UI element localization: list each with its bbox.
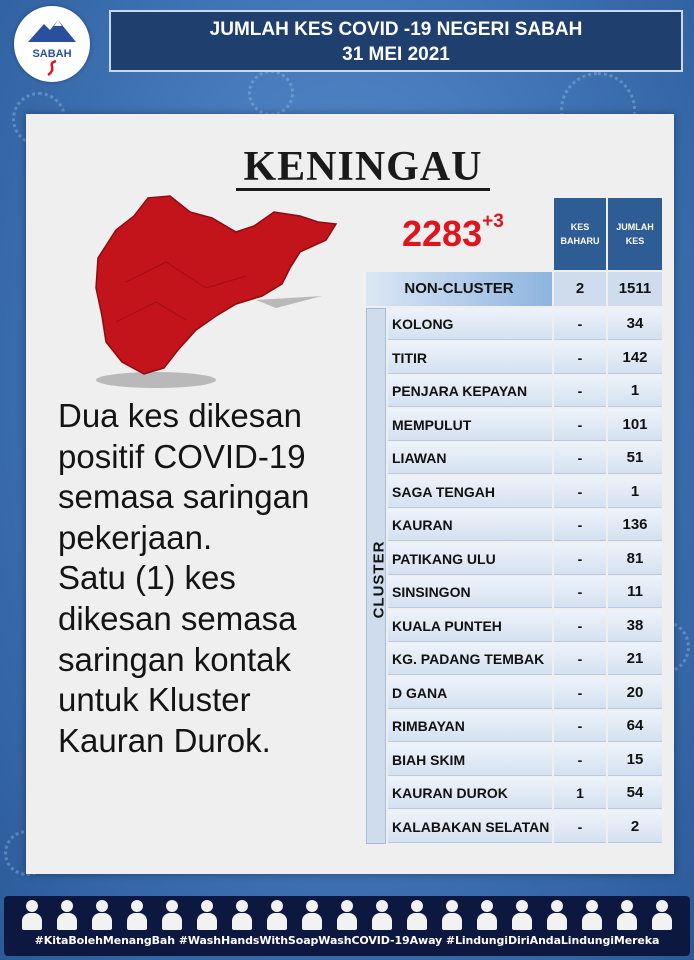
column-header-total-line1: JUMLAH (616, 222, 654, 232)
cluster-total: 51 (608, 442, 662, 474)
header-title: JUMLAH KES COVID -19 NEGERI SABAH (209, 19, 583, 40)
cluster-name: PATIKANG ULU (388, 543, 552, 575)
cluster-total: 21 (608, 643, 662, 675)
table-row (388, 342, 662, 374)
cluster-total: 15 (608, 744, 662, 776)
mountain-icon (28, 20, 76, 42)
person-icon (267, 900, 287, 930)
column-header-new-line1: KES (570, 222, 590, 232)
district-title: KENINGAU (236, 146, 490, 191)
cluster-new: - (554, 610, 606, 642)
cluster-new: - (554, 643, 606, 675)
person-icon (582, 900, 602, 930)
non-cluster-new: 2 (554, 272, 606, 306)
person-icon (22, 900, 42, 930)
column-header-total (608, 198, 662, 270)
description-line: pekerjaan. (58, 518, 213, 556)
cluster-name: SAGA TENGAH (388, 476, 552, 508)
cluster-name: KAURAN (388, 509, 552, 541)
cluster-new: - (554, 476, 606, 508)
table-row (388, 308, 662, 340)
total-cases-value: 2283 (402, 213, 483, 254)
description-line: positif COVID-19 (58, 437, 306, 475)
cluster-total: 1 (608, 476, 662, 508)
table-row (388, 543, 662, 575)
cluster-name: SINSINGON (388, 576, 552, 608)
cluster-name: KUALA PUNTEH (388, 610, 552, 642)
person-icon (92, 900, 112, 930)
non-cluster-total: 1511 (608, 272, 662, 306)
cluster-new: - (554, 509, 606, 541)
description-line: untuk Kluster (58, 681, 251, 719)
description-line: Kauran Durok. (58, 721, 271, 759)
description-line: Dua kes dikesan (58, 397, 302, 434)
hashtags-text: #KitaBolehMenangBah #WashHandsWithSoapWashCOVID-19Away #LindungiDiriAndaLindungiMereka (34, 934, 660, 947)
column-header-total-line2: KES (625, 236, 645, 246)
cluster-new: - (554, 375, 606, 407)
table-row (388, 409, 662, 441)
person-icon (162, 900, 182, 930)
table-row (388, 375, 662, 407)
district-map (86, 192, 348, 394)
table-row (388, 811, 662, 843)
footer-banner (4, 896, 690, 956)
cluster-total: 34 (608, 308, 662, 340)
page-header (109, 10, 683, 72)
cluster-total: 1 (608, 375, 662, 407)
person-icon (337, 900, 357, 930)
cluster-name: RIMBAYAN (388, 710, 552, 742)
frontliner-icons (22, 900, 672, 932)
description-line: saringan kontak (58, 640, 291, 678)
description-line: Satu (1) kes (58, 559, 236, 597)
cluster-name: KALABAKAN SELATAN (388, 811, 552, 843)
description-text (58, 396, 358, 761)
column-header-new-line2: BAHARU (560, 236, 600, 246)
table-row (388, 476, 662, 508)
cluster-new: - (554, 744, 606, 776)
cluster-total: 142 (608, 342, 662, 374)
new-cases-value: +3 (482, 211, 504, 232)
description-line: dikesan semasa (58, 599, 297, 637)
person-icon (652, 900, 672, 930)
cluster-name: KOLONG (388, 308, 552, 340)
cluster-total: 11 (608, 576, 662, 608)
cluster-new: - (554, 811, 606, 843)
sabah-logo-icon (14, 6, 90, 82)
cluster-name: TITIR (388, 342, 552, 374)
table-row (388, 442, 662, 474)
person-icon (372, 900, 392, 930)
cluster-new: - (554, 442, 606, 474)
table-row (388, 744, 662, 776)
person-icon (512, 900, 532, 930)
cluster-new: - (554, 576, 606, 608)
total-cases (402, 212, 504, 256)
virus-decoration-icon (248, 70, 294, 116)
person-icon (232, 900, 252, 930)
person-icon (197, 900, 217, 930)
swoosh-icon (44, 60, 60, 76)
cluster-total: 136 (608, 509, 662, 541)
cluster-name: D GANA (388, 677, 552, 709)
cluster-total: 64 (608, 710, 662, 742)
table-row (388, 777, 662, 809)
cluster-new: - (554, 409, 606, 441)
cluster-total: 38 (608, 610, 662, 642)
non-cluster-row (366, 272, 662, 306)
person-icon (127, 900, 147, 930)
description-line: semasa saringan (58, 478, 310, 516)
table-row (388, 610, 662, 642)
table-row (388, 643, 662, 675)
cluster-name: BIAH SKIM (388, 744, 552, 776)
cluster-name: MEMPULUT (388, 409, 552, 441)
person-icon (617, 900, 637, 930)
cluster-total: 54 (608, 777, 662, 809)
table-row (388, 710, 662, 742)
logo-text: SABAH (32, 48, 72, 60)
cluster-name: KG. PADANG TEMBAK (388, 643, 552, 675)
cluster-new: - (554, 308, 606, 340)
cluster-total: 20 (608, 677, 662, 709)
cluster-new: - (554, 710, 606, 742)
cluster-group (366, 308, 386, 844)
cluster-total: 81 (608, 543, 662, 575)
header-date: 31 MEI 2021 (342, 44, 450, 65)
person-icon (442, 900, 462, 930)
column-header-new (554, 198, 606, 270)
cluster-name: KAURAN DUROK (388, 777, 552, 809)
non-cluster-label: NON-CLUSTER (366, 272, 552, 306)
cluster-name: PENJARA KEPAYAN (388, 375, 552, 407)
cluster-name: LIAWAN (388, 442, 552, 474)
person-icon (547, 900, 567, 930)
cluster-new: - (554, 543, 606, 575)
person-icon (477, 900, 497, 930)
cluster-total: 2 (608, 811, 662, 843)
person-icon (407, 900, 427, 930)
cluster-new: - (554, 342, 606, 374)
person-icon (57, 900, 77, 930)
cluster-new: 1 (554, 777, 606, 809)
cluster-new: - (554, 677, 606, 709)
cluster-label: CLUSTER (370, 540, 388, 619)
cluster-total: 101 (608, 409, 662, 441)
table-row (388, 576, 662, 608)
table-row (388, 677, 662, 709)
person-icon (302, 900, 322, 930)
table-row (388, 509, 662, 541)
